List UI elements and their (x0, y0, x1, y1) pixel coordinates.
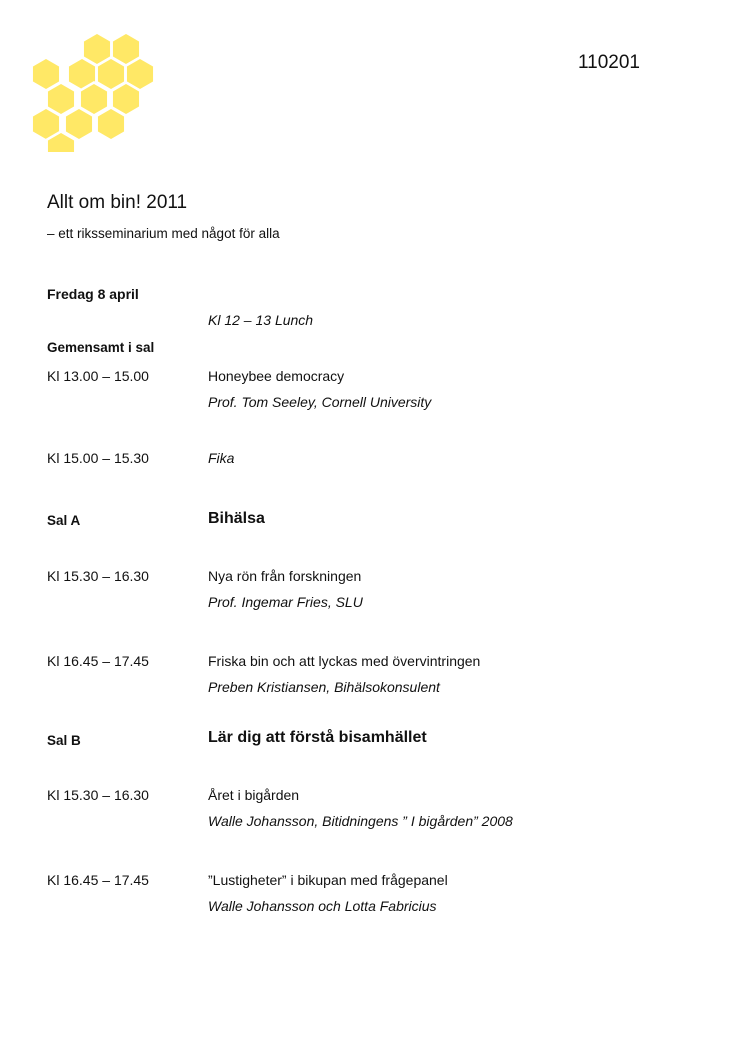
room-theme: Bihälsa (208, 510, 265, 527)
session-time: Kl 15.30 – 16.30 (47, 568, 149, 584)
session-title: Året i bigården (208, 787, 300, 803)
room-label: Sal A (47, 513, 81, 528)
day-heading: Fredag 8 april (47, 286, 139, 302)
session-speaker: Prof. Ingemar Fries, SLU (208, 594, 363, 610)
session-time: Kl 16.45 – 17.45 (47, 872, 149, 888)
session-time: Kl 15.30 – 16.30 (47, 787, 149, 803)
common-session-heading: Gemensamt i sal (47, 340, 155, 355)
document-subtitle: – ett riksseminarium med något för alla (47, 226, 280, 241)
session-title: Nya rön från forskningen (208, 568, 362, 584)
session-time: Kl 16.45 – 17.45 (47, 653, 149, 669)
document-date: 110201 (578, 52, 640, 73)
session-title: Honeybee democracy (208, 368, 345, 384)
room-theme: Lär dig att förstå bisamhället (208, 729, 427, 746)
session-speaker: Walle Johansson, Bitidningens ” I bigården” 2008 (208, 813, 513, 829)
session-title: ”Lustigheter” i bikupan med frågepanel (208, 872, 448, 888)
session-time: Kl 13.00 – 15.00 (47, 368, 149, 384)
lunch-note: Kl 12 – 13 Lunch (208, 312, 314, 328)
session-title: Fika (208, 450, 235, 466)
document-title: Allt om bin! 2011 (47, 192, 188, 213)
session-speaker: Walle Johansson och Lotta Fabricius (208, 898, 437, 914)
session-speaker: Preben Kristiansen, Bihälsokonsulent (208, 679, 440, 695)
room-label: Sal B (47, 733, 81, 748)
honeycomb-logo (28, 32, 160, 152)
session-time: Kl 15.00 – 15.30 (47, 450, 149, 466)
session-title: Friska bin och att lyckas med övervintringen (208, 653, 481, 669)
honeycomb-cell (97, 108, 126, 141)
session-speaker: Prof. Tom Seeley, Cornell University (208, 394, 432, 410)
